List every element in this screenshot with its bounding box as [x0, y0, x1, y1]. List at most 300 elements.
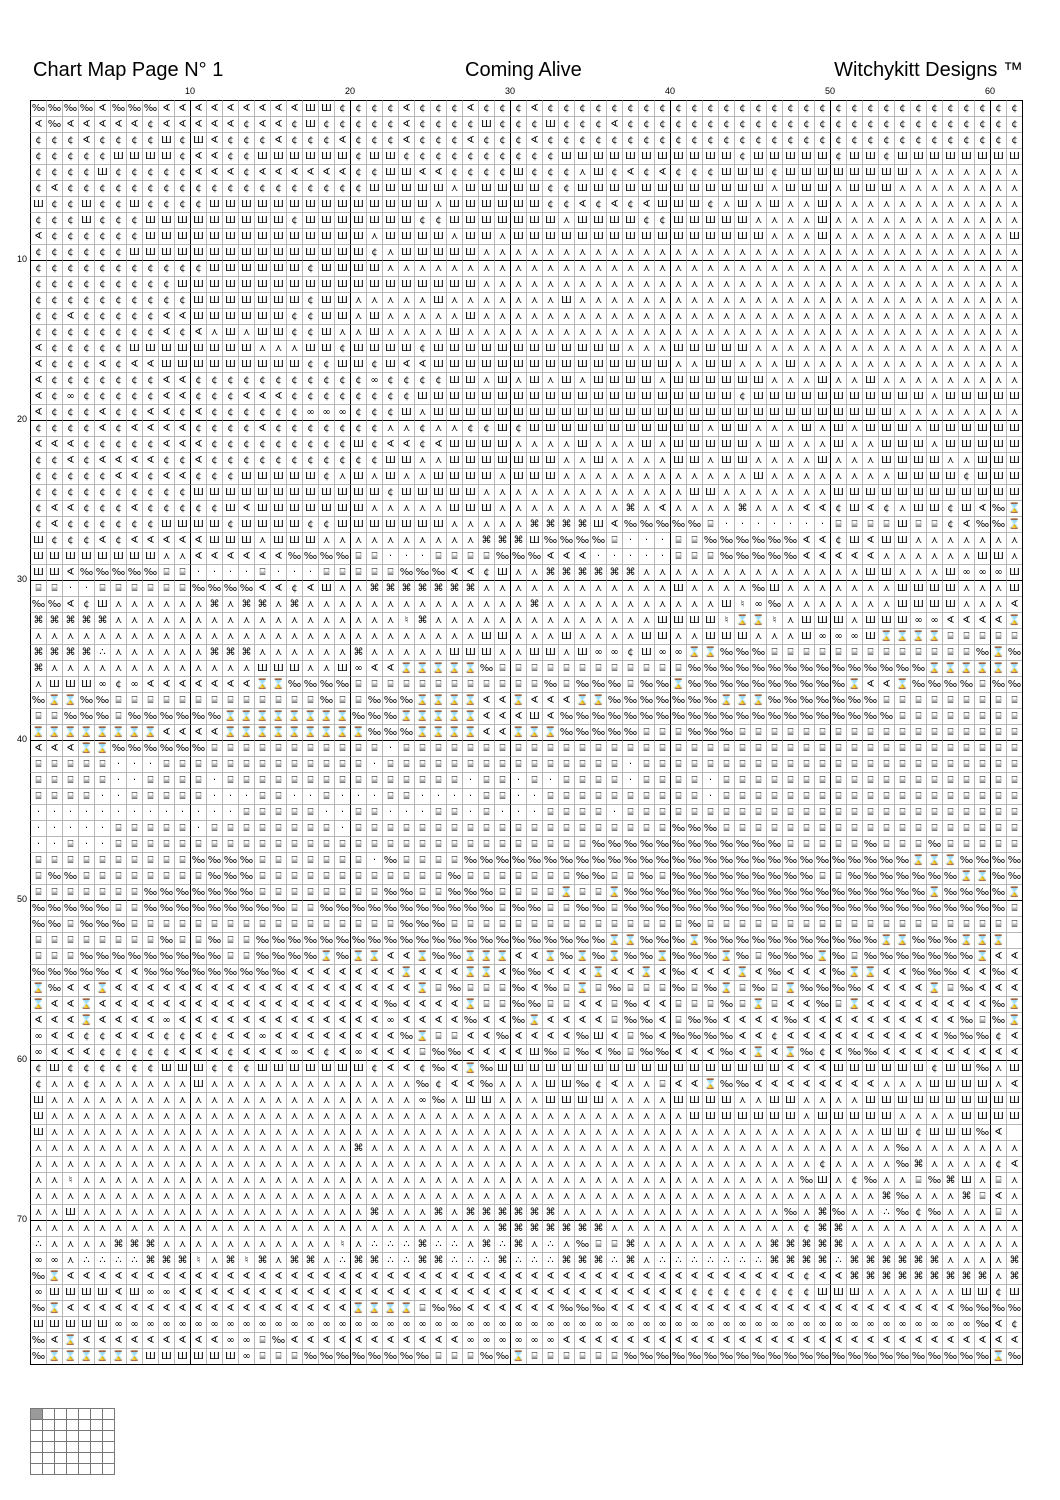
chart-cell: ∢	[670, 1284, 686, 1300]
chart-cell: ⋏	[494, 500, 510, 516]
chart-cell: ¢	[78, 372, 94, 388]
chart-cell: ⋏	[910, 1284, 926, 1300]
chart-cell: ⌛	[462, 708, 478, 724]
chart-cell: ‰	[750, 676, 766, 692]
chart-cell: Ш	[862, 148, 878, 164]
chart-cell: ¢	[238, 164, 254, 180]
chart-cell: ⋏	[814, 324, 830, 340]
chart-cell: Ш	[430, 468, 446, 484]
chart-cell: ⋏	[46, 1108, 62, 1124]
chart-cell: ⋏	[318, 596, 334, 612]
chart-cell: ⋏	[174, 1172, 190, 1188]
chart-cell: ∢	[206, 1044, 222, 1060]
chart-cell: ⋏	[974, 1140, 990, 1156]
chart-cell: ¢	[78, 436, 94, 452]
chart-cell: ‰	[366, 692, 382, 708]
chart-cell: ⋏	[446, 180, 462, 196]
chart-cell: ∢	[990, 1332, 1006, 1348]
chart-cell: ⌸	[318, 772, 334, 788]
chart-cell: ‰	[926, 1172, 942, 1188]
chart-cell: ⌸	[430, 548, 446, 564]
chart-cell: ♮	[766, 612, 782, 628]
chart-cell: ⌸	[974, 740, 990, 756]
chart-cell: ⌛	[62, 692, 78, 708]
chart-cell: ¢	[318, 388, 334, 404]
chart-cell: ¢	[382, 116, 398, 132]
chart-cell: ¢	[910, 132, 926, 148]
chart-cell: ⌸	[638, 804, 654, 820]
chart-cell: ∢	[622, 1332, 638, 1348]
chart-cell: ⋏	[670, 1124, 686, 1140]
chart-cell: ‰	[718, 644, 734, 660]
chart-cell: ⋏	[846, 452, 862, 468]
chart-cell: ⋏	[238, 628, 254, 644]
chart-cell: Ш	[702, 1092, 718, 1108]
chart-cell: Ш	[446, 468, 462, 484]
chart-cell: Ш	[398, 212, 414, 228]
chart-cell: ¢	[1006, 100, 1022, 116]
chart-cell: ⋏	[366, 628, 382, 644]
chart-cell: Ш	[734, 404, 750, 420]
chart-cell: ∢	[142, 1268, 158, 1284]
chart-cell: ⋏	[158, 1220, 174, 1236]
chart-cell: ⋏	[830, 244, 846, 260]
chart-cell: ¢	[382, 388, 398, 404]
chart-cell: ‰	[974, 900, 990, 916]
chart-cell: ‰	[126, 948, 142, 964]
chart-cell: ⌸	[126, 836, 142, 852]
chart-cell: ⋏	[750, 260, 766, 276]
chart-cell: ‰	[750, 660, 766, 676]
chart-cell: ⋏	[926, 532, 942, 548]
chart-cell: ‰	[606, 980, 622, 996]
chart-cell: ⋏	[542, 1188, 558, 1204]
chart-cell: ⋏	[830, 1172, 846, 1188]
chart-cell: ⌸	[334, 564, 350, 580]
chart-cell: ¢	[302, 372, 318, 388]
chart-cell: Ш	[366, 180, 382, 196]
chart-cell: Ш	[878, 420, 894, 436]
chart-cell: ⌸	[350, 852, 366, 868]
chart-cell: ⋏	[350, 1204, 366, 1220]
chart-cell: ¢	[814, 1156, 830, 1172]
chart-cell: ⋏	[862, 1156, 878, 1172]
chart-cell: Ш	[526, 340, 542, 356]
chart-cell: ¢	[78, 420, 94, 436]
chart-cell: ⌸	[814, 740, 830, 756]
chart-cell: Ш	[222, 324, 238, 340]
chart-cell: Ш	[734, 372, 750, 388]
chart-cell: ⌸	[862, 820, 878, 836]
chart-cell: ⋏	[638, 292, 654, 308]
chart-cell: ⋏	[382, 292, 398, 308]
chart-cell: Ш	[350, 212, 366, 228]
chart-cell: ∢	[638, 1284, 654, 1300]
chart-cell: ∢	[1006, 1044, 1022, 1060]
chart-cell: Ш	[206, 532, 222, 548]
chart-cell: ∢	[254, 996, 270, 1012]
chart-cell: ⌘	[350, 1252, 366, 1268]
chart-cell: ⋏	[798, 1108, 814, 1124]
chart-cell: Ш	[398, 516, 414, 532]
chart-cell: ⋏	[318, 1140, 334, 1156]
chart-cell: ⋏	[142, 1220, 158, 1236]
chart-cell: ⋏	[206, 1252, 222, 1268]
page-map-page	[66, 1430, 78, 1441]
chart-cell: ¢	[654, 132, 670, 148]
chart-cell: ‰	[270, 932, 286, 948]
chart-cell: ‰	[798, 980, 814, 996]
chart-cell: ∞	[750, 596, 766, 612]
chart-cell: Ш	[174, 228, 190, 244]
chart-cell: ⋏	[62, 1076, 78, 1092]
chart-cell: ∞	[366, 372, 382, 388]
chart-cell: ∢	[350, 1332, 366, 1348]
chart-cell: ⌸	[846, 756, 862, 772]
chart-cell: ⌸	[350, 548, 366, 564]
chart-cell: ‰	[654, 900, 670, 916]
chart-cell: ⋏	[494, 580, 510, 596]
chart-cell: ⌸	[270, 820, 286, 836]
chart-cell: Ш	[894, 516, 910, 532]
chart-cell: ⌸	[654, 740, 670, 756]
chart-cell: ‰	[734, 900, 750, 916]
chart-cell: ♮	[238, 1252, 254, 1268]
chart-cell: ⋏	[446, 1124, 462, 1140]
chart-cell: ¢	[30, 292, 46, 308]
chart-cell: ⌸	[574, 660, 590, 676]
chart-cell: ⋏	[30, 1140, 46, 1156]
chart-cell: ∢	[590, 1044, 606, 1060]
chart-cell: ⋏	[126, 1140, 142, 1156]
chart-cell: ⌛	[942, 852, 958, 868]
chart-cell: ¢	[670, 132, 686, 148]
chart-cell: ⋏	[878, 580, 894, 596]
chart-cell: ⋏	[958, 276, 974, 292]
chart-cell: ⋏	[62, 628, 78, 644]
chart-cell: ∢	[478, 1012, 494, 1028]
chart-cell: ∢	[366, 660, 382, 676]
chart-cell: ⋏	[702, 420, 718, 436]
chart-cell: ¢	[926, 132, 942, 148]
chart-cell: Ш	[350, 500, 366, 516]
chart-cell: ⋏	[158, 1156, 174, 1172]
chart-cell: Ш	[670, 1092, 686, 1108]
chart-cell: ∞	[430, 1316, 446, 1332]
chart-cell: Ш	[654, 148, 670, 164]
chart-cell: Ш	[958, 148, 974, 164]
chart-cell: ⋏	[974, 276, 990, 292]
chart-cell: ⋏	[670, 1236, 686, 1252]
chart-cell: Ш	[190, 132, 206, 148]
chart-cell: ∢	[926, 996, 942, 1012]
chart-cell: ⌛	[94, 1348, 110, 1364]
chart-cell: ¢	[494, 132, 510, 148]
chart-cell: Ш	[526, 420, 542, 436]
chart-cell: ·	[638, 548, 654, 564]
chart-cell: ‰	[574, 852, 590, 868]
chart-cell: ⌸	[238, 820, 254, 836]
chart-cell: Ш	[734, 628, 750, 644]
chart-cell: ∢	[574, 1012, 590, 1028]
chart-cell: ∢	[622, 1268, 638, 1284]
chart-cell: ‰	[862, 948, 878, 964]
chart-cell: ·	[734, 516, 750, 532]
chart-cell: ∢	[526, 980, 542, 996]
chart-cell: ¢	[318, 436, 334, 452]
chart-cell: ⌸	[174, 868, 190, 884]
chart-cell: ∢	[254, 164, 270, 180]
chart-cell: Ш	[1006, 228, 1022, 244]
chart-cell: ‰	[670, 900, 686, 916]
chart-cell: ⌸	[1006, 708, 1022, 724]
chart-cell: ¢	[638, 132, 654, 148]
chart-cell: ⋏	[686, 1156, 702, 1172]
chart-cell: Ш	[622, 228, 638, 244]
chart-cell: ⌘	[398, 580, 414, 596]
chart-cell: ⋏	[382, 1188, 398, 1204]
chart-cell: ‰	[862, 884, 878, 900]
chart-cell: ∢	[622, 964, 638, 980]
chart-cell: ⋏	[574, 1140, 590, 1156]
chart-cell: ⋏	[302, 1092, 318, 1108]
chart-cell: ‰	[590, 1300, 606, 1316]
chart-cell: ⋏	[446, 628, 462, 644]
chart-cell: ⌸	[414, 1044, 430, 1060]
chart-cell: Ш	[814, 452, 830, 468]
chart-cell: ⋏	[718, 1124, 734, 1140]
chart-cell: ⋏	[926, 164, 942, 180]
chart-cell: ‰	[862, 1348, 878, 1364]
chart-cell: Ш	[590, 1028, 606, 1044]
chart-cell: ‰	[766, 548, 782, 564]
chart-cell: ∢	[174, 468, 190, 484]
chart-cell: ⋏	[686, 1236, 702, 1252]
chart-cell: ∢	[254, 580, 270, 596]
chart-cell: ⋏	[382, 244, 398, 260]
chart-cell: ⌸	[254, 820, 270, 836]
chart-cell: ⋏	[510, 612, 526, 628]
chart-cell: ⋏	[766, 372, 782, 388]
chart-cell: Ш	[238, 276, 254, 292]
chart-cell: ⋏	[510, 1076, 526, 1092]
chart-cell: ¢	[862, 100, 878, 116]
chart-cell: Ш	[878, 180, 894, 196]
chart-cell: ∢	[446, 564, 462, 580]
chart-cell: ∢	[366, 964, 382, 980]
chart-cell: ⋏	[94, 1108, 110, 1124]
chart-cell: ¢	[286, 420, 302, 436]
chart-cell: ‰	[942, 884, 958, 900]
chart-cell: Ш	[174, 356, 190, 372]
chart-cell: ¢	[222, 404, 238, 420]
chart-cell: ⋏	[782, 1172, 798, 1188]
chart-cell: ∢	[862, 1332, 878, 1348]
chart-cell: ¢	[462, 148, 478, 164]
chart-cell: ¢	[702, 196, 718, 212]
chart-cell: ⋏	[510, 1124, 526, 1140]
chart-cell: ⌸	[398, 676, 414, 692]
chart-cell: ‰	[430, 932, 446, 948]
chart-cell: ∢	[286, 1012, 302, 1028]
chart-cell: ⌸	[350, 564, 366, 580]
chart-cell: Ш	[894, 612, 910, 628]
chart-cell: ⋏	[510, 372, 526, 388]
chart-cell: Ш	[510, 180, 526, 196]
chart-cell: ⋏	[110, 1092, 126, 1108]
chart-cell: ⌸	[494, 980, 510, 996]
chart-cell: ∞	[30, 1252, 46, 1268]
chart-cell: ‰	[910, 884, 926, 900]
chart-cell: ⌘	[782, 1236, 798, 1252]
chart-cell: ⌛	[110, 724, 126, 740]
chart-cell: ¢	[190, 180, 206, 196]
chart-cell: ‰	[974, 1300, 990, 1316]
chart-cell: ¢	[30, 164, 46, 180]
page-map-page	[102, 1452, 114, 1463]
chart-cell: ⋏	[94, 660, 110, 676]
chart-cell: ¢	[766, 132, 782, 148]
chart-cell: ⋏	[174, 1076, 190, 1092]
chart-cell: ¢	[590, 132, 606, 148]
chart-cell: ⌘	[862, 1268, 878, 1284]
chart-cell: ⌸	[302, 772, 318, 788]
chart-cell: ‰	[782, 1348, 798, 1364]
page-map-page	[30, 1441, 42, 1452]
chart-cell: ∢	[574, 548, 590, 564]
chart-cell: Ш	[318, 260, 334, 276]
chart-cell: ∢	[62, 1300, 78, 1316]
chart-cell: ⋏	[254, 1188, 270, 1204]
chart-cell: ∢	[270, 980, 286, 996]
chart-cell: ⌸	[254, 868, 270, 884]
chart-cell: ¢	[78, 180, 94, 196]
chart-cell: ·	[190, 820, 206, 836]
chart-cell: ⌸	[270, 852, 286, 868]
chart-cell: ‰	[846, 884, 862, 900]
chart-cell: ¢	[334, 388, 350, 404]
chart-cell: ⌸	[590, 660, 606, 676]
page-map-page	[66, 1452, 78, 1463]
chart-cell: Ш	[926, 500, 942, 516]
chart-cell: ·	[142, 804, 158, 820]
chart-cell: ⋏	[318, 1252, 334, 1268]
chart-cell: ⌸	[254, 1332, 270, 1348]
chart-cell: Ш	[318, 324, 334, 340]
chart-cell: Ш	[142, 244, 158, 260]
chart-cell: ‰	[958, 1348, 974, 1364]
chart-cell: ¢	[126, 164, 142, 180]
chart-cell: ⋏	[174, 1108, 190, 1124]
chart-cell: ∢	[302, 996, 318, 1012]
chart-cell: ∢	[814, 1332, 830, 1348]
chart-cell: ¢	[142, 372, 158, 388]
chart-cell: Ш	[574, 644, 590, 660]
chart-cell: ⋏	[750, 356, 766, 372]
chart-cell: ∢	[542, 548, 558, 564]
chart-cell: ¢	[398, 148, 414, 164]
chart-cell: ⋏	[958, 244, 974, 260]
chart-cell: ¢	[174, 292, 190, 308]
chart-cell: ∢	[174, 1300, 190, 1316]
chart-cell: ⋏	[350, 324, 366, 340]
chart-cell: ⋏	[62, 1140, 78, 1156]
chart-cell: ¢	[78, 452, 94, 468]
chart-cell: ∢	[190, 436, 206, 452]
chart-cell: ⋏	[526, 1236, 542, 1252]
chart-cell: ‰	[398, 1348, 414, 1364]
page-map-page	[54, 1452, 66, 1463]
chart-cell: Ш	[718, 596, 734, 612]
chart-cell: Ш	[990, 484, 1006, 500]
chart-cell: ¢	[30, 180, 46, 196]
chart-cell: Ш	[334, 484, 350, 500]
chart-cell: ⋏	[414, 1124, 430, 1140]
chart-cell: ⋏	[942, 1284, 958, 1300]
chart-cell: ⌸	[942, 916, 958, 932]
chart-cell: ⋏	[382, 1108, 398, 1124]
chart-cell: ⋏	[782, 1156, 798, 1172]
chart-cell: ‰	[222, 852, 238, 868]
chart-cell: ⌸	[462, 548, 478, 564]
chart-cell: ∢	[654, 1028, 670, 1044]
chart-cell: ⋏	[958, 580, 974, 596]
chart-cell: ⌘	[878, 1252, 894, 1268]
chart-cell: ⋏	[606, 276, 622, 292]
chart-cell: ⌸	[510, 836, 526, 852]
chart-cell: ·	[414, 788, 430, 804]
chart-cell: ⋏	[830, 196, 846, 212]
chart-cell: ⋏	[270, 1236, 286, 1252]
chart-cell: ⌸	[62, 772, 78, 788]
chart-cell: ¢	[382, 132, 398, 148]
chart-cell: ∢	[126, 1332, 142, 1348]
chart-cell: ∢	[110, 980, 126, 996]
chart-cell: ‰	[782, 676, 798, 692]
chart-cell: ‰	[574, 900, 590, 916]
chart-cell: ¢	[334, 180, 350, 196]
chart-cell: ∢	[894, 996, 910, 1012]
chart-cell: ¢	[286, 388, 302, 404]
chart-cell: ⌸	[398, 788, 414, 804]
chart-cell: Ш	[718, 1108, 734, 1124]
chart-cell: ∢	[782, 1076, 798, 1092]
chart-cell: ⋏	[846, 244, 862, 260]
chart-cell: ‰	[686, 884, 702, 900]
chart-cell: ⌸	[30, 852, 46, 868]
chart-cell: ¢	[430, 1076, 446, 1092]
chart-cell: ⋏	[926, 228, 942, 244]
chart-cell: ∢	[46, 1028, 62, 1044]
chart-cell: ¢	[366, 420, 382, 436]
chart-cell: ∢	[334, 1044, 350, 1060]
chart-cell: ⌸	[990, 1204, 1006, 1220]
chart-cell: Ш	[702, 212, 718, 228]
chart-cell: ⌸	[846, 644, 862, 660]
chart-cell: ⌘	[206, 596, 222, 612]
chart-cell: ¢	[382, 100, 398, 116]
chart-cell: ∢	[958, 612, 974, 628]
chart-cell: ⋏	[750, 324, 766, 340]
chart-cell: ‰	[670, 1348, 686, 1364]
chart-cell: ⌸	[846, 772, 862, 788]
chart-cell: ⋏	[782, 484, 798, 500]
chart-cell: ⌛	[942, 660, 958, 676]
chart-cell: Ш	[526, 212, 542, 228]
chart-cell: ∢	[526, 1284, 542, 1300]
chart-cell: Ш	[894, 484, 910, 500]
chart-cell: ⌸	[798, 724, 814, 740]
